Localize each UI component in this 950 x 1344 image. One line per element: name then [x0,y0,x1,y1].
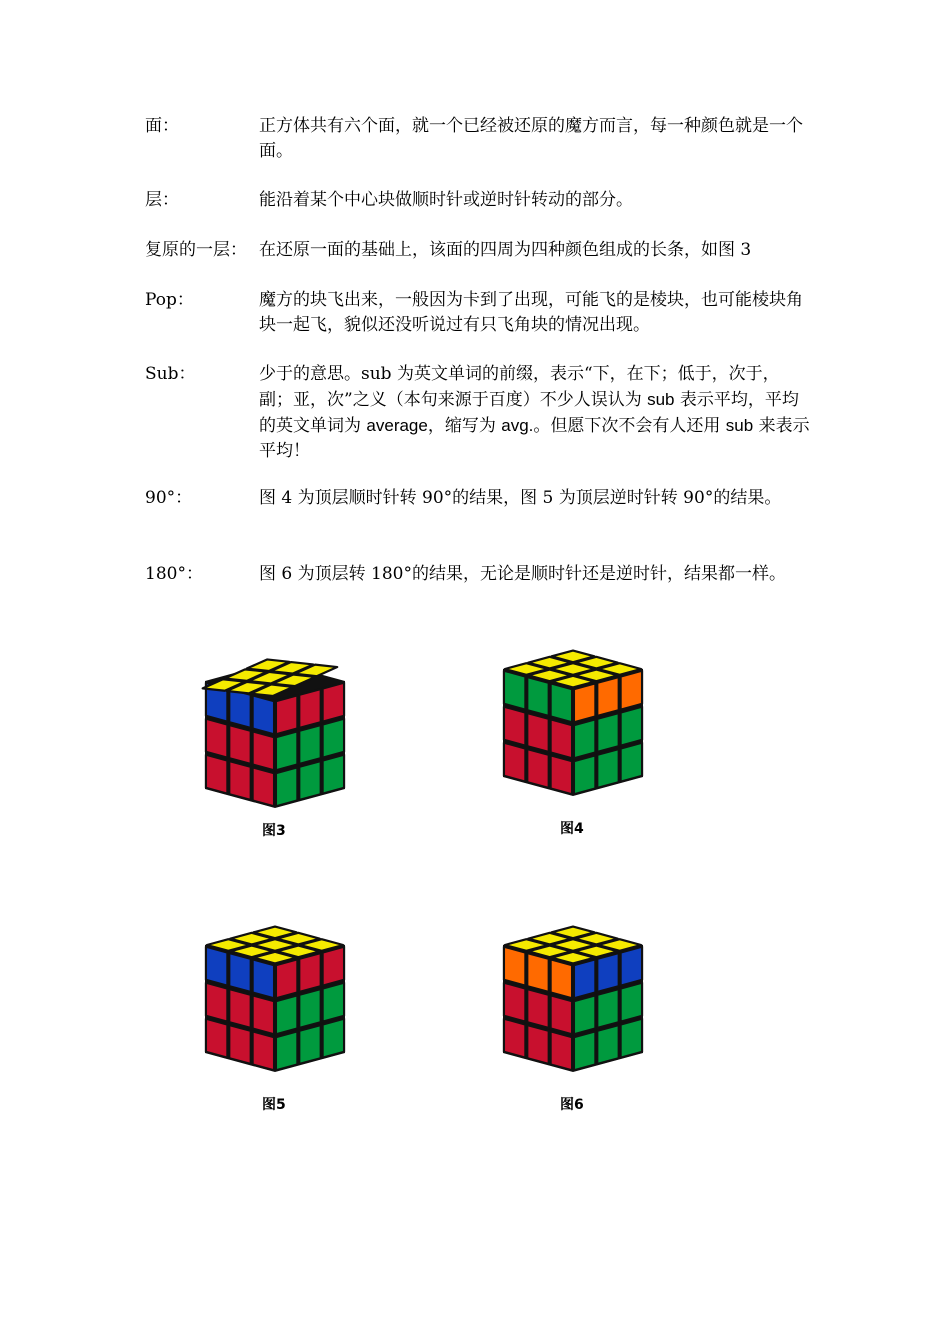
cube-sticker [551,959,572,998]
glossary-term: 面： [145,116,179,136]
glossary-term: 90°： [145,488,193,508]
cube-sticker [527,953,548,992]
cube-sticker [253,767,274,806]
cube-sticker [574,719,595,758]
glossary-entry-sub [145,362,810,464]
cube-sticker [621,671,642,710]
definition-text: sub [725,416,754,435]
cube-sticker [527,1025,548,1064]
glossary-definition: 正方体共有六个面，就一个已经被还原的魔方而言，每一种颜色就是一个面。 [259,116,803,161]
glossary-definition: 在还原一面的基础上，该面的四周为四种颜色组成的长条，如图 3 [259,240,752,260]
cube-sticker [551,719,572,758]
glossary-term: 180°： [145,564,203,584]
cube-sticker [299,953,320,992]
glossary-entry-pop [145,288,810,338]
cube-sticker [504,983,525,1022]
figure-3 [198,650,348,810]
definition-text: average [366,416,428,435]
definition-text: 。但愿下次不会有人还用 [533,416,726,436]
cube-sticker [253,731,274,770]
cube-sticker [253,995,274,1034]
cube-sticker [597,713,618,752]
figure-5-caption: 图5 [262,1097,286,1113]
cube-sticker [299,989,320,1028]
cube-sticker [621,743,642,782]
cube-sticker [276,959,297,998]
cube-sticker [621,947,642,986]
cube-sticker [504,671,525,710]
glossary-entry-90 [145,486,810,511]
cube-sticker [253,1031,274,1070]
cube-sticker [229,689,250,728]
cube-sticker [551,755,572,794]
cube-sticker [229,1025,250,1064]
definition-text: 表示平均，平均的英文单词为 [259,390,799,436]
cube-sticker [323,1019,344,1058]
cube-sticker [574,1031,595,1070]
cube-sticker [276,695,297,734]
definition-text: avg. [501,416,534,435]
definition-text: 来表示平均！ [259,416,810,461]
cube-sticker [574,683,595,722]
cube-sticker [276,995,297,1034]
figure-3-caption: 图3 [262,823,286,839]
cube-sticker [206,947,227,986]
glossary-entry-face [145,114,810,164]
cube-sticker [276,767,297,806]
cube-sticker [597,1025,618,1064]
cube-sticker [504,743,525,782]
figure-6 [498,918,648,1078]
glossary-definition: 能沿着某个中心块做顺时针或逆时针转动的部分。 [259,190,633,210]
cube-sticker [276,731,297,770]
figure-5 [200,918,350,1078]
glossary-entry-180 [145,562,810,587]
cube-sticker [229,725,250,764]
cube-sticker [621,983,642,1022]
cube-sticker [206,1019,227,1058]
figure-4 [498,642,648,802]
cube-sticker [229,953,250,992]
glossary-definition: 图 6 为顶层转 180°的结果，无论是顺时针还是逆时针，结果都一样。 [259,564,786,584]
glossary-term: Pop： [145,290,194,310]
cube-top-counterclockwise-90-icon [200,918,350,1078]
cube-sticker [206,755,227,794]
cube-sticker [323,755,344,794]
cube-sticker [504,707,525,746]
cube-sticker [253,695,274,734]
cube-sticker [551,683,572,722]
cube-sticker [206,983,227,1022]
cube-sticker [597,989,618,1028]
cube-sticker [527,713,548,752]
cube-sticker [229,761,250,800]
cube-sticker [527,677,548,716]
cube-sticker [621,1019,642,1058]
cube-top-180-icon [498,918,648,1078]
glossary-term: 复原的一层： [145,240,247,260]
cube-sticker [299,761,320,800]
cube-sticker [323,719,344,758]
cube-sticker [621,707,642,746]
cube-sticker [299,1025,320,1064]
cube-sticker [551,995,572,1034]
glossary-term: 层： [145,190,179,210]
glossary-term: Sub： [145,364,196,384]
cube-sticker [551,1031,572,1070]
cube-sticker [574,755,595,794]
definition-text: ，缩写为 [427,416,502,436]
cube-top-clockwise-90-icon [498,642,648,802]
cube-sticker [299,725,320,764]
cube-sticker [323,683,344,722]
cube-sticker [323,947,344,986]
cube-sticker [574,959,595,998]
cube-sticker [229,989,250,1028]
glossary-definition: 魔方的块飞出来，一般因为卡到了出现，可能飞的是棱块，也可能棱块角块一起飞，貌似还没听说过有只飞角块的情况出现。 [259,290,803,335]
figure-6-caption: 图6 [560,1097,584,1113]
cube-sticker [206,719,227,758]
glossary-definition: 图 4 为顶层顺时针转 90°的结果，图 5 为顶层逆时针转 90°的结果。 [259,488,782,508]
glossary-entry-layer [145,188,810,213]
figure-4-caption: 图4 [560,821,584,837]
cube-sticker [597,677,618,716]
definition-text: 少于的意思。sub 为英文单词的前缀，表示“下，在下；低于，次于，副；亚，次”之义（本句来源于百度）不少人误认为 [259,364,780,410]
cube-sticker [527,749,548,788]
glossary-definition [259,362,810,464]
cube-sticker [276,1031,297,1070]
definition-text: sub [647,390,675,409]
cube-sticker [597,749,618,788]
cube-sticker [527,989,548,1028]
cube-sticker [323,983,344,1022]
glossary-entry-solved-layer [145,238,810,263]
cube-sticker [574,995,595,1034]
cube-sticker [253,959,274,998]
cube-sticker [299,689,320,728]
cube-sticker [504,1019,525,1058]
cube-sticker [504,947,525,986]
cube-sticker [597,953,618,992]
cube-top-layer-twisted-icon [198,650,348,810]
